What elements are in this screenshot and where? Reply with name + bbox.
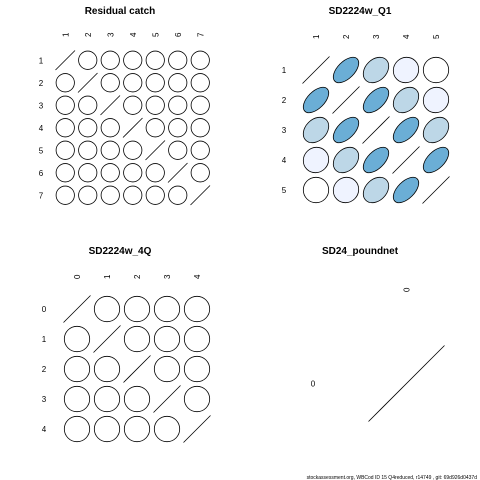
correlation-ellipse <box>120 182 146 208</box>
col-label: 1 <box>103 274 112 279</box>
row-label: 1 <box>281 66 287 75</box>
diagonal-mark <box>393 147 420 174</box>
col-label: 2 <box>342 34 351 39</box>
correlation-ellipse <box>187 160 213 186</box>
correlation-ellipse <box>388 82 423 117</box>
col-label: 1 <box>61 32 71 37</box>
correlation-panel-4 <box>311 246 445 422</box>
correlation-ellipse <box>59 321 95 357</box>
correlation-ellipse <box>165 47 191 73</box>
row-label: 1 <box>38 56 44 66</box>
correlation-ellipse <box>89 381 125 417</box>
correlation-ellipse <box>165 92 191 118</box>
correlation-ellipse <box>187 137 213 163</box>
row-label: 6 <box>38 168 44 178</box>
correlation-ellipse <box>358 172 393 207</box>
correlation-ellipse <box>119 291 155 327</box>
correlation-ellipse <box>119 381 155 417</box>
row-label: 2 <box>281 96 287 105</box>
col-label: 0 <box>73 274 82 279</box>
row-label: 0 <box>310 379 316 389</box>
diagonal-mark <box>146 141 166 161</box>
correlation-ellipse <box>97 137 123 163</box>
row-label: 3 <box>41 395 47 404</box>
correlation-ellipse <box>52 92 78 118</box>
diagonal-mark <box>333 87 360 114</box>
correlation-ellipse <box>142 115 168 141</box>
row-label: 2 <box>38 78 44 88</box>
diagonal-mark <box>124 356 151 383</box>
correlation-ellipse <box>142 160 168 186</box>
row-label: 3 <box>38 101 44 111</box>
diagonal-mark <box>168 163 188 183</box>
correlation-ellipse <box>142 47 168 73</box>
correlation-ellipse <box>389 173 423 207</box>
correlation-ellipse <box>329 113 363 147</box>
correlation-ellipse <box>120 70 146 96</box>
correlation-ellipse <box>97 160 123 186</box>
col-label: 6 <box>173 32 183 37</box>
col-label: 3 <box>372 34 381 39</box>
col-label: 2 <box>83 32 93 37</box>
correlation-ellipse <box>97 182 123 208</box>
correlation-ellipse <box>75 160 101 186</box>
diagonal-mark <box>64 296 91 323</box>
correlation-ellipse <box>59 351 95 387</box>
diagonal-mark <box>184 416 211 443</box>
col-label: 5 <box>432 34 441 39</box>
correlation-ellipse <box>165 70 191 96</box>
correlation-ellipse <box>89 411 125 447</box>
row-label: 7 <box>38 191 44 201</box>
correlation-ellipse <box>328 172 364 208</box>
correlation-ellipse <box>52 160 78 186</box>
correlation-ellipse <box>187 115 213 141</box>
correlation-ellipse <box>388 52 424 88</box>
correlation-ellipse <box>329 53 363 87</box>
diagonal-mark <box>78 73 98 93</box>
col-label: 3 <box>106 32 116 37</box>
row-label: 2 <box>41 365 47 374</box>
correlation-ellipse <box>119 321 155 357</box>
correlation-panel-1 <box>39 6 213 208</box>
correlation-ellipse <box>149 291 185 327</box>
row-label: 4 <box>38 123 44 133</box>
diagonal-mark <box>363 117 390 144</box>
correlation-ellipse <box>418 82 454 118</box>
panel-title: SD24_poundnet <box>321 246 399 257</box>
row-label: 1 <box>41 335 47 344</box>
correlation-ellipse <box>359 83 393 117</box>
correlation-ellipse <box>298 172 334 208</box>
row-label: 0 <box>41 305 47 314</box>
diagonal-mark <box>56 51 76 71</box>
correlation-ellipse <box>149 411 185 447</box>
correlation-ellipse <box>75 92 101 118</box>
correlation-ellipse <box>97 47 123 73</box>
panel-title: SD2224w_Q1 <box>328 6 392 17</box>
correlation-ellipse <box>418 52 454 88</box>
row-label: 5 <box>281 186 287 195</box>
col-label: 4 <box>193 274 202 279</box>
correlation-ellipse <box>187 70 213 96</box>
correlation-ellipse <box>149 321 185 357</box>
correlation-ellipse <box>75 137 101 163</box>
correlation-ellipse <box>187 47 213 73</box>
correlation-panel-2 <box>282 6 454 208</box>
correlation-ellipse <box>120 47 146 73</box>
col-label: 4 <box>402 34 411 39</box>
correlation-ellipse <box>52 70 78 96</box>
correlation-ellipse <box>358 52 393 87</box>
correlation-ellipse <box>120 160 146 186</box>
correlation-ellipse <box>120 137 146 163</box>
correlation-ellipse <box>419 143 453 177</box>
correlation-ellipse <box>97 115 123 141</box>
panel-title: SD2224w_4Q <box>88 246 152 257</box>
col-label: 0 <box>402 287 412 292</box>
correlation-ellipse <box>165 182 191 208</box>
col-label: 1 <box>312 34 321 39</box>
row-label: 5 <box>38 146 44 156</box>
correlation-ellipse <box>142 70 168 96</box>
correlation-ellipse <box>59 411 95 447</box>
col-label: 4 <box>128 32 138 37</box>
correlation-ellipse <box>52 182 78 208</box>
correlation-ellipse <box>97 70 123 96</box>
correlation-ellipse <box>149 351 185 387</box>
diagonal-mark <box>101 96 121 116</box>
diagonal-mark <box>423 177 450 204</box>
correlation-ellipse <box>179 321 215 357</box>
diagonal-mark <box>191 186 211 206</box>
correlation-ellipse <box>165 137 191 163</box>
correlation-ellipse <box>75 47 101 73</box>
row-label: 4 <box>41 425 47 434</box>
correlation-ellipse <box>142 92 168 118</box>
correlation-ellipse <box>179 291 215 327</box>
col-label: 2 <box>133 274 142 279</box>
correlation-ellipse <box>142 182 168 208</box>
correlation-ellipse <box>120 92 146 118</box>
correlation-ellipse <box>75 182 101 208</box>
correlation-ellipse <box>187 92 213 118</box>
correlation-ellipse <box>418 112 453 147</box>
correlation-ellipse <box>298 142 334 178</box>
panel-title: Residual catch <box>84 6 156 17</box>
diagonal-mark <box>123 118 143 138</box>
col-label: 5 <box>151 32 161 37</box>
col-label: 7 <box>196 32 206 37</box>
correlation-ellipse <box>52 137 78 163</box>
correlation-ellipse <box>89 291 125 327</box>
diagonal-mark <box>303 57 330 84</box>
col-label: 3 <box>163 274 172 279</box>
correlation-ellipse <box>359 143 393 177</box>
correlation-ellipse <box>328 142 363 177</box>
diagonal-mark <box>94 326 121 353</box>
correlation-ellipse <box>165 115 191 141</box>
row-label: 4 <box>281 156 287 165</box>
correlation-panel-3 <box>42 246 215 447</box>
diagonal-mark <box>154 386 181 413</box>
correlation-ellipse <box>299 83 333 117</box>
correlation-ellipse <box>179 381 215 417</box>
correlation-ellipse <box>389 113 423 147</box>
correlation-ellipse <box>59 381 95 417</box>
correlation-ellipse <box>52 115 78 141</box>
correlation-ellipse <box>298 112 333 147</box>
diagonal-mark <box>369 346 445 422</box>
footer-text: stockassessment.org, WBCod ID 15 Q4reduced, r14749 , git: 69d926d0437d <box>306 475 477 480</box>
correlation-ellipse <box>179 351 215 387</box>
correlation-ellipse <box>119 411 155 447</box>
row-label: 3 <box>281 126 287 135</box>
correlation-ellipse <box>89 351 125 387</box>
correlation-ellipse <box>75 115 101 141</box>
